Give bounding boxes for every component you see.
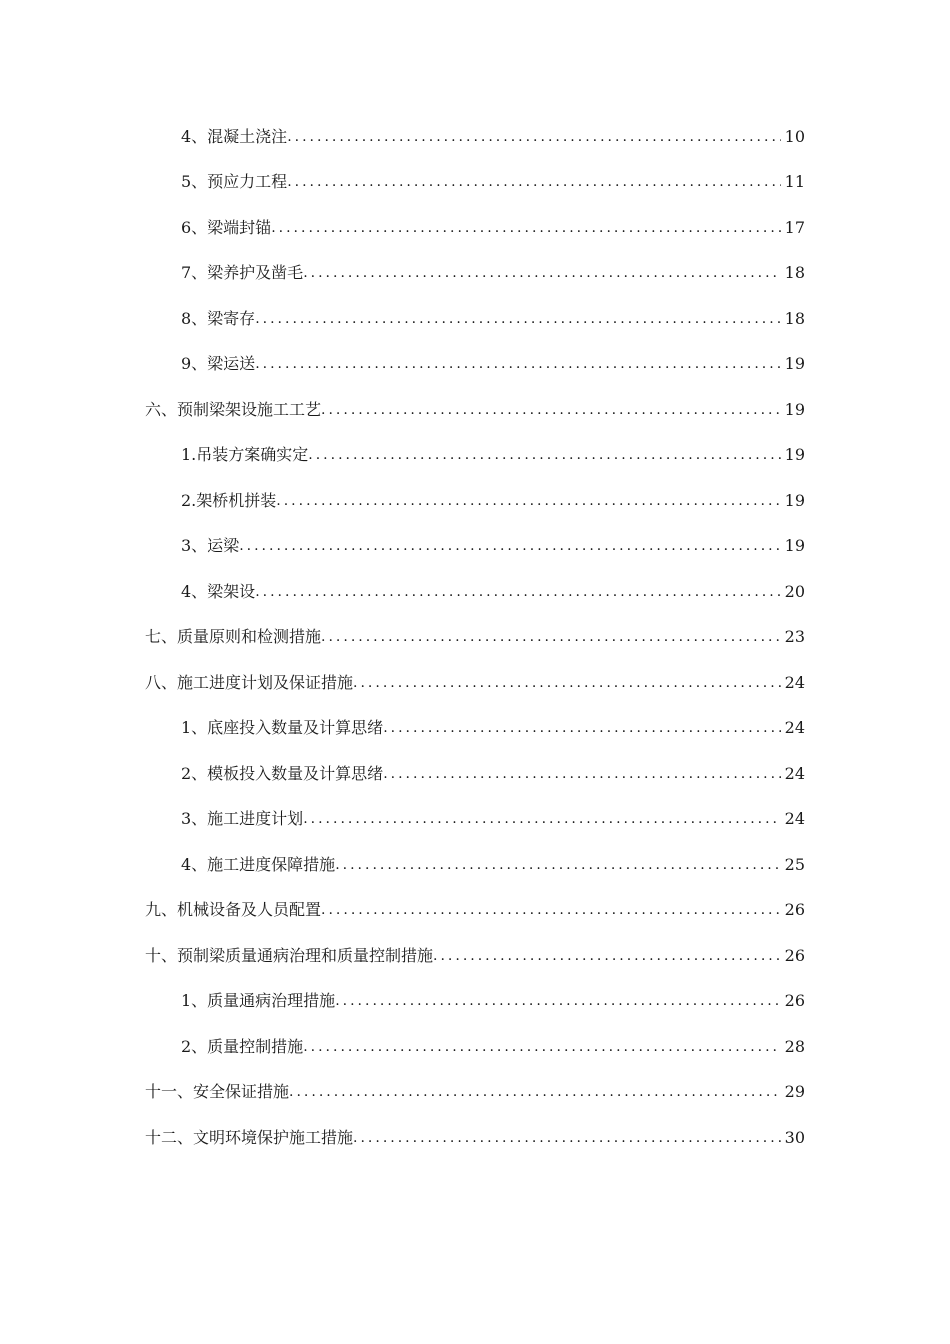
toc-entry[interactable]: [0, 251, 950, 297]
toc-entry[interactable]: [0, 933, 950, 979]
toc-entry-page: 26: [784, 945, 805, 965]
toc-entry-page: 29: [784, 1082, 805, 1102]
toc-entry[interactable]: [0, 205, 950, 251]
toc-entry-label: 十二、文明环境保护施工措施: [145, 1127, 354, 1147]
toc-entry-page: 19: [784, 445, 805, 465]
toc-entry[interactable]: [0, 842, 950, 888]
toc-dot-leader: [353, 673, 781, 693]
toc-entry-label: 8、梁寄存: [181, 308, 256, 328]
toc-dot-leader: [308, 445, 781, 465]
toc-entry-page: 10: [784, 126, 805, 146]
toc-entry-label: 4、混凝土浇注: [181, 126, 288, 146]
toc-entry-page: 11: [784, 172, 805, 192]
toc-entry-label: 5、预应力工程: [181, 172, 288, 192]
toc-entry[interactable]: [0, 1115, 950, 1161]
toc-entry-label: 3、运梁: [181, 536, 240, 556]
toc-entry-page: 28: [784, 1036, 805, 1056]
toc-entry-label: 七、质量原则和检测措施: [145, 627, 322, 647]
toc-dot-leader: [383, 718, 781, 738]
toc-dot-leader: [255, 354, 781, 374]
toc-entry-label: 六、预制梁架设施工工艺: [145, 399, 322, 419]
toc-entry-page: 17: [784, 217, 805, 237]
toc-entry-label: 9、梁运送: [181, 354, 256, 374]
toc-entry[interactable]: [0, 706, 950, 752]
toc-entry-page: 18: [784, 308, 805, 328]
toc-entry-page: 18: [784, 263, 805, 283]
toc-entry-label: 2、模板投入数量及计算思绪: [181, 763, 384, 783]
toc-entry-page: 19: [784, 536, 805, 556]
toc-entry-label: 十一、安全保证措施: [145, 1082, 290, 1102]
toc-entry-page: 19: [784, 490, 805, 510]
toc-entry-label: 4、梁架设: [181, 581, 256, 601]
toc-entry-page: 24: [784, 809, 805, 829]
toc-entry-label: 7、梁养护及凿毛: [181, 263, 304, 283]
toc-entry-label: 1、质量通病治理措施: [181, 991, 336, 1011]
toc-dot-leader: [335, 991, 781, 1011]
toc-entry[interactable]: [0, 478, 950, 524]
toc-entry-page: 24: [784, 718, 805, 738]
toc-dot-leader: [321, 627, 781, 647]
toc-entry-page: 19: [784, 399, 805, 419]
toc-entry[interactable]: [0, 114, 950, 160]
toc-dot-leader: [321, 400, 781, 420]
toc-dot-leader: [271, 218, 781, 238]
toc-dot-leader: [303, 809, 781, 829]
toc-entry[interactable]: [0, 615, 950, 661]
toc-dot-leader: [287, 172, 781, 192]
toc-entry[interactable]: [0, 524, 950, 570]
toc-dot-leader: [433, 946, 781, 966]
toc-dot-leader: [276, 491, 781, 511]
toc-dot-leader: [255, 582, 781, 602]
toc-entry-label: 6、梁端封锚: [181, 217, 272, 237]
toc-entry[interactable]: [0, 342, 950, 388]
toc-entry-page: 26: [784, 900, 805, 920]
toc-dot-leader: [303, 1037, 781, 1057]
toc-entry[interactable]: [0, 888, 950, 934]
toc-entry-page: 25: [784, 854, 805, 874]
toc-entry[interactable]: [0, 1070, 950, 1116]
toc-entry-label: 八、施工进度计划及保证措施: [145, 672, 354, 692]
toc-dot-leader: [353, 1128, 781, 1148]
toc-entry-label: 九、机械设备及人员配置: [145, 900, 322, 920]
toc-entry-label: 2.架桥机拼装: [181, 490, 277, 510]
table-of-contents: [0, 114, 950, 1161]
toc-entry-page: 30: [784, 1127, 805, 1147]
toc-entry[interactable]: [0, 660, 950, 706]
toc-entry-page: 19: [784, 354, 805, 374]
toc-entry-label: 2、质量控制措施: [181, 1036, 304, 1056]
toc-entry[interactable]: [0, 296, 950, 342]
toc-entry-label: 3、施工进度计划: [181, 809, 304, 829]
toc-dot-leader: [255, 309, 781, 329]
toc-entry-label: 1.吊装方案确实定: [181, 445, 309, 465]
toc-dot-leader: [239, 536, 781, 556]
toc-entry[interactable]: [0, 1024, 950, 1070]
toc-entry-page: 23: [784, 627, 805, 647]
toc-entry-label: 4、施工进度保障措施: [181, 854, 336, 874]
toc-entry[interactable]: [0, 433, 950, 479]
toc-entry[interactable]: [0, 160, 950, 206]
toc-dot-leader: [383, 764, 781, 784]
toc-dot-leader: [289, 1082, 781, 1102]
toc-entry-label: 1、底座投入数量及计算思绪: [181, 718, 384, 738]
toc-entry-page: 24: [784, 763, 805, 783]
toc-dot-leader: [303, 263, 781, 283]
toc-dot-leader: [287, 127, 781, 147]
toc-entry-page: 26: [784, 991, 805, 1011]
toc-entry[interactable]: [0, 979, 950, 1025]
toc-entry-page: 24: [784, 672, 805, 692]
toc-dot-leader: [321, 900, 781, 920]
toc-entry[interactable]: [0, 797, 950, 843]
toc-dot-leader: [335, 855, 781, 875]
toc-entry-label: 十、预制梁质量通病治理和质量控制措施: [145, 945, 434, 965]
toc-entry-page: 20: [784, 581, 805, 601]
toc-entry[interactable]: [0, 569, 950, 615]
toc-entry[interactable]: [0, 751, 950, 797]
toc-entry[interactable]: [0, 387, 950, 433]
